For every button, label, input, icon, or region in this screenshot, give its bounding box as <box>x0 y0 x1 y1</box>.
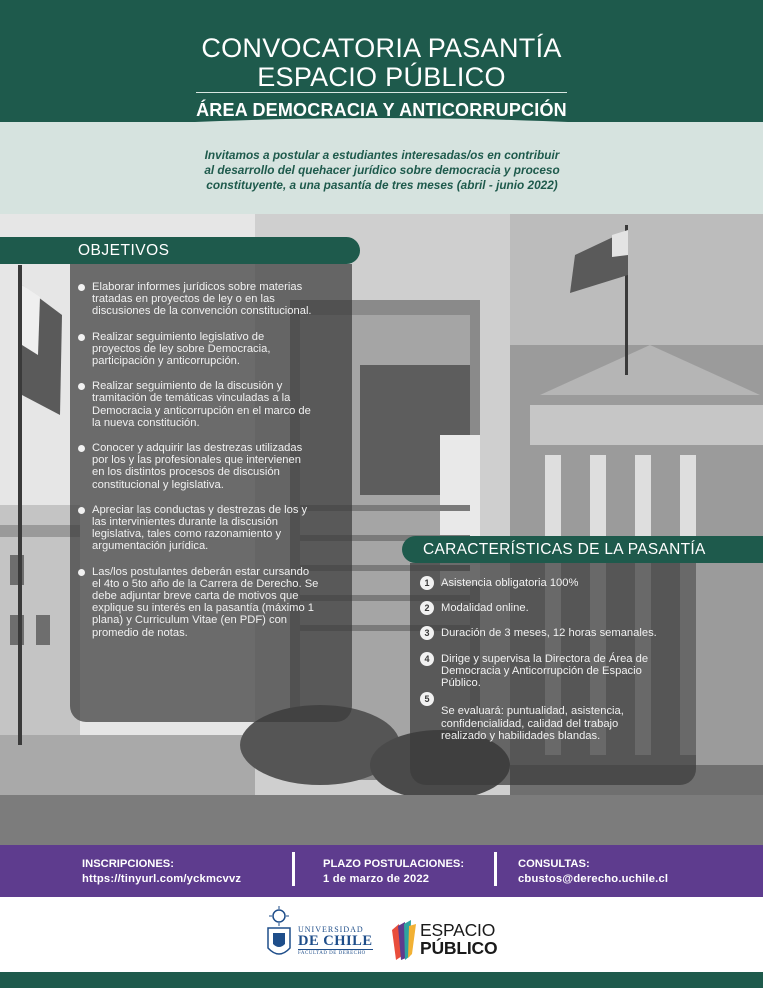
objetivo-line: en los distintos procesos de discusión <box>92 466 280 479</box>
objetivo-line: tramitación de temáticas vinculadas a la <box>92 392 291 405</box>
objetivo-line: Elaborar informes jurídicos sobre materias <box>92 281 303 293</box>
objetivo-line: tratadas en proyectos de ley o en las <box>92 293 275 306</box>
caracteristica-line: Público. <box>441 677 481 690</box>
consultas-block <box>518 857 668 887</box>
objetivo-item <box>78 504 350 553</box>
objetivo-line: discusiones de la convención constitucional. <box>92 305 312 318</box>
objetivo-line: el 4to o 5to año de la Carrera de Derecho. Se <box>92 577 319 590</box>
intro-line: constituyente, a una pasantía de tres meses (abril - junio 2022) <box>206 178 558 192</box>
ep-line-1: ESPACIO <box>420 920 496 940</box>
title-line-2: ESPACIO PÚBLICO <box>257 62 506 92</box>
plazo-block <box>323 857 464 887</box>
objetivo-item <box>78 331 350 368</box>
objetivo-line: argumentación jurídica. <box>92 540 209 553</box>
caracteristica-line: Modalidad online. <box>441 602 529 615</box>
espacio-publico-logo-text <box>420 921 497 957</box>
objetivo-line: debe adjuntar breve carta de motivos que <box>92 590 299 603</box>
caracteristica-line: Se evaluará: puntualidad, asistencia, <box>441 705 624 718</box>
objetivo-line: Realizar seguimiento de la discusión y <box>92 380 283 393</box>
bar-separator <box>494 852 497 886</box>
page-title <box>0 34 763 92</box>
intro-text <box>196 148 568 193</box>
title-divider <box>196 92 567 93</box>
title-line-1: CONVOCATORIA PASANTÍA <box>201 33 562 63</box>
caracteristica-line <box>441 693 690 705</box>
caracteristica-line: realizado y habilidades blandas. <box>441 729 601 742</box>
intro-line: Invitamos a postular a estudiantes interesadas/os en contribuir <box>204 148 560 162</box>
footer-stripe <box>0 972 763 988</box>
caracteristica-line: confidencialidad, calidad del trabajo <box>441 717 619 730</box>
intro-line: al desarrollo del quehacer jurídico sobre democracia y proceso <box>204 163 560 177</box>
objetivos-list <box>78 281 350 639</box>
objetivo-line: Democracia y anticorrupción en el marco de <box>92 404 311 417</box>
objetivo-line: Realizar seguimiento legislativo de <box>92 330 265 343</box>
area-title: ÁREA DEMOCRACIA Y ANTICORRUPCIÓN <box>196 100 567 120</box>
uchile-line-2: DE CHILE <box>298 933 373 949</box>
objetivo-line: constitucional y legislativa. <box>92 478 224 491</box>
number-badge: 3 <box>420 626 434 640</box>
consultas-label: CONSULTAS: <box>518 858 590 870</box>
objetivo-line: proyectos de ley sobre Democracia, <box>92 342 271 355</box>
inscripciones-label: INSCRIPCIONES: <box>82 858 174 870</box>
objetivo-line: legislativa, tales como razonamiento y <box>92 528 282 541</box>
objetivo-item <box>78 566 350 639</box>
objetivo-line: las intervinientes durante la discusión <box>92 516 278 529</box>
number-badge: 4 <box>420 652 434 666</box>
objetivos-tab <box>0 237 360 264</box>
inscripciones-link[interactable]: https://tinyurl.com/yckmcvvz <box>82 873 242 885</box>
caracteristica-item <box>420 627 690 639</box>
logos-area <box>0 897 763 972</box>
caracteristicas-list <box>420 577 690 742</box>
objetivo-line: Conocer y adquirir las destrezas utilizadas <box>92 442 303 455</box>
caracteristica-item <box>420 602 690 614</box>
objetivo-line: por los y las profesionales que intervienen <box>92 454 301 467</box>
plazo-label: PLAZO POSTULACIONES: <box>323 858 465 870</box>
objetivos-title: OBJETIVOS <box>78 242 170 259</box>
objetivo-line: Apreciar las conductas y destrezas de los y <box>92 503 308 516</box>
caracteristica-item <box>420 693 690 742</box>
bar-separator <box>292 852 295 886</box>
caracteristica-line: Dirige y supervisa la Directora de Área de <box>441 652 649 665</box>
objetivo-line: la nueva constitución. <box>92 416 200 429</box>
consultas-email[interactable]: cbustos@derecho.uchile.cl <box>518 873 669 885</box>
objetivo-line: Las/los postulantes deberán estar cursando <box>92 565 310 578</box>
espacio-publico-logo-icon <box>390 920 418 960</box>
plazo-value: 1 de marzo de 2022 <box>323 873 430 885</box>
number-badge: 5 <box>420 692 434 706</box>
caracteristica-line: Democracia y Anticorrupción de Espacio <box>441 664 642 677</box>
caracteristica-line: Asistencia obligatoria 100% <box>441 577 579 589</box>
uchile-line-3: FACULTAD DE DERECHO <box>298 949 373 957</box>
caracteristica-item <box>420 653 690 690</box>
objetivo-line: plana) y Curriculum Vitae (en PDF) con <box>92 614 288 627</box>
objetivo-item <box>78 380 350 429</box>
uchile-crest-icon <box>265 906 293 960</box>
inscripciones-block <box>82 857 241 887</box>
number-badge: 2 <box>420 601 434 615</box>
uchile-logo-text <box>298 925 373 957</box>
objetivo-line: explique su interés en la pasantía (máximo 1 <box>92 602 315 615</box>
caracteristica-line: Duración de 3 meses, 12 horas semanales. <box>441 627 657 640</box>
number-badge: 1 <box>420 576 434 590</box>
uchile-line-1: UNIVERSIDAD <box>298 925 364 934</box>
objetivo-line: participación y anticorrupción. <box>92 355 240 368</box>
ep-line-2: PÚBLICO <box>420 938 498 958</box>
caracteristica-item <box>420 577 690 589</box>
objetivo-line: promedio de notas. <box>92 626 188 639</box>
objetivo-item <box>78 281 350 318</box>
objetivo-item <box>78 442 350 491</box>
caracteristicas-title: CARACTERÍSTICAS DE LA PASANTÍA <box>423 541 706 558</box>
